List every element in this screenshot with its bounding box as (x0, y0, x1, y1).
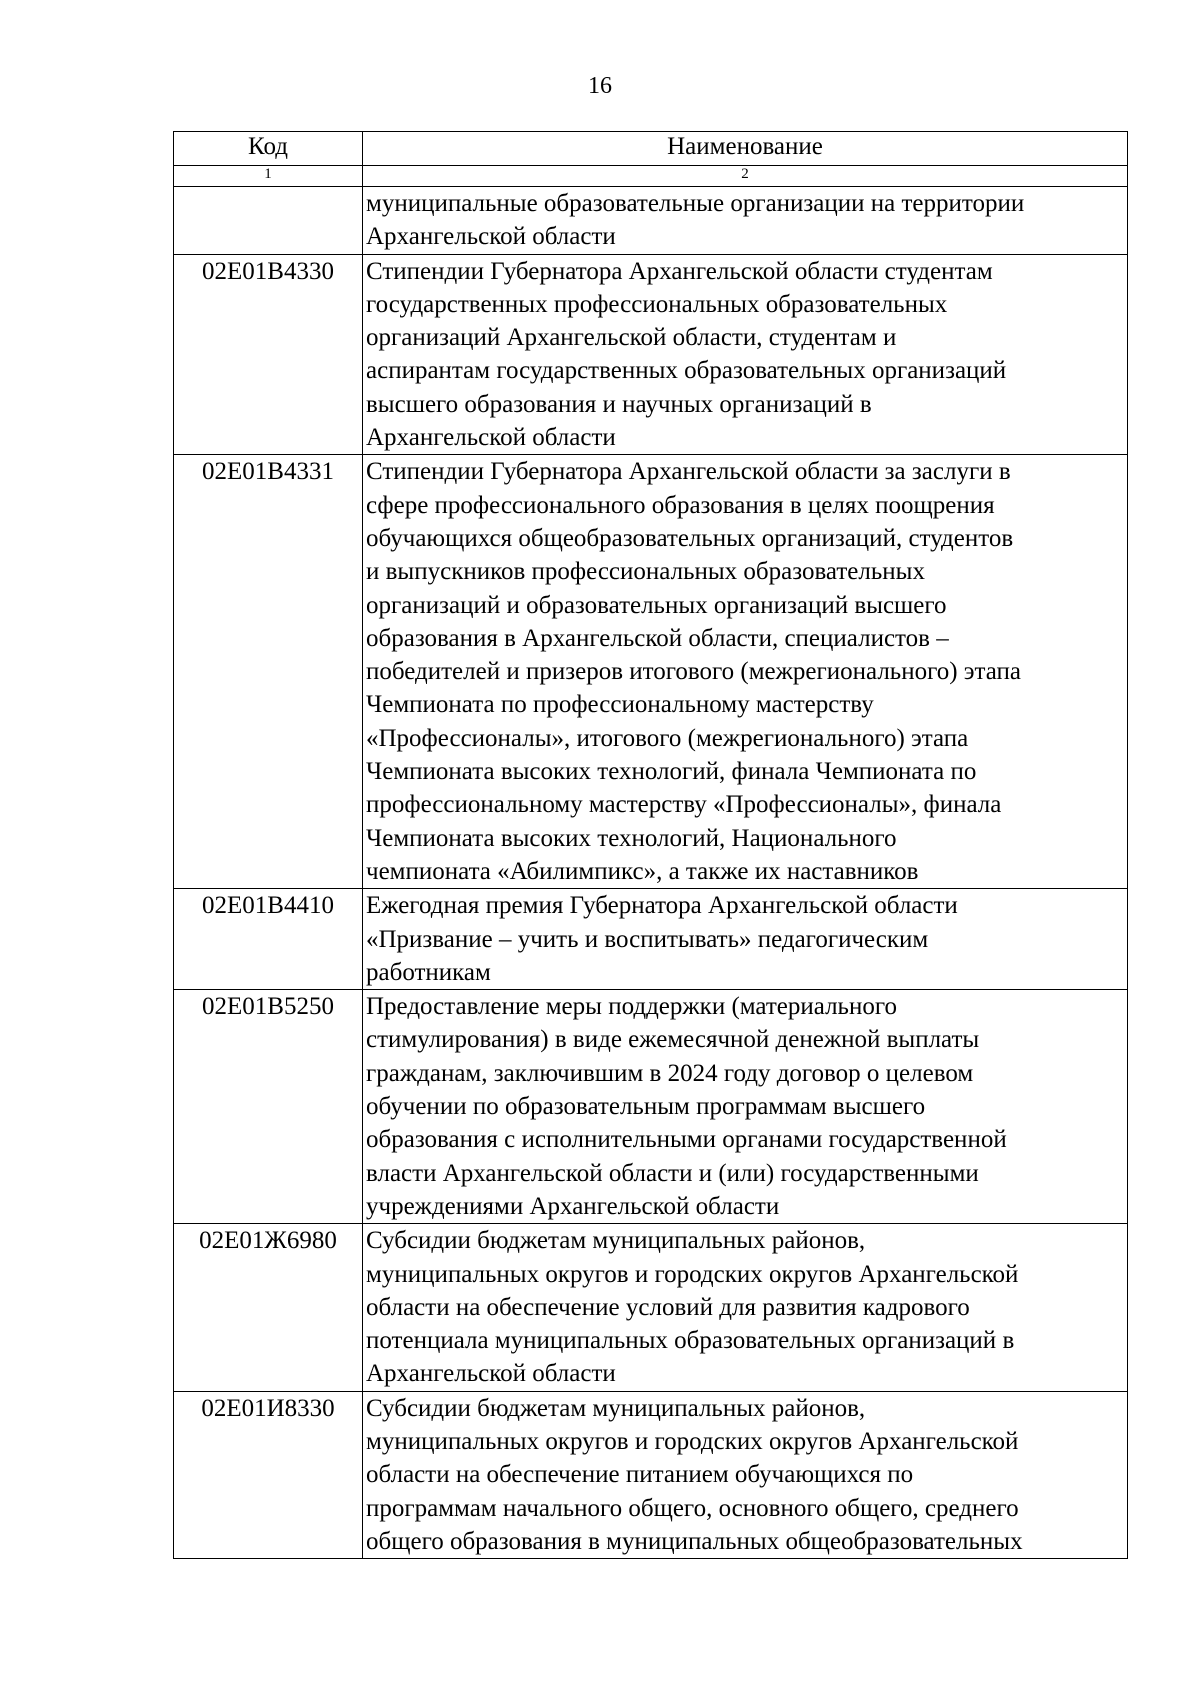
table-row (174, 990, 1128, 1224)
row-code: 02Е01В4330 (174, 254, 363, 455)
column-number-name: 2 (363, 166, 1128, 187)
table-row (174, 1391, 1128, 1558)
row-name-line: общего образования в муниципальных общеобразовательных (366, 1527, 1023, 1555)
budget-classification-table (173, 131, 1128, 1559)
table-header-row (174, 132, 1128, 166)
row-name-line: «Призвание – учить и воспитывать» педагогическим (366, 925, 929, 953)
row-name (363, 1224, 1128, 1391)
header-name: Наименование (363, 132, 1128, 166)
row-name-line: власти Архангельской области и (или) государственными (366, 1159, 979, 1187)
row-name (363, 889, 1128, 990)
row-code: 02Е01В4410 (174, 889, 363, 990)
table-row (174, 1224, 1128, 1391)
row-name-line: Ежегодная премия Губернатора Архангельской области (366, 892, 958, 920)
row-name-line: Чемпионата по профессиональному мастерству (366, 691, 874, 719)
row-name-line: и выпускников профессиональных образовательных (366, 558, 925, 586)
row-name-line: гражданам, заключившим в 2024 году договор о целевом (366, 1059, 974, 1087)
row-name-line: Чемпионата высоких технологий, финала Чемпионата по (366, 758, 977, 786)
row-name-line: образования в Архангельской области, специалистов – (366, 624, 949, 652)
row-code (174, 187, 363, 255)
row-name-line: Чемпионата высоких технологий, Национального (366, 824, 897, 852)
row-name-line: Архангельской области (366, 1360, 616, 1388)
row-name-line: области на обеспечение условий для развития кадрового (366, 1293, 970, 1321)
row-name-line: Стипендии Губернатора Архангельской области за заслуги в (366, 458, 1011, 486)
column-number-row (174, 166, 1128, 187)
table-row (174, 889, 1128, 990)
table-row (174, 455, 1128, 889)
row-name-line: обучающихся общеобразовательных организаций, студентов (366, 524, 1014, 552)
row-name-line: образования с исполнительными органами государственной (366, 1126, 1007, 1154)
row-name-line: Субсидии бюджетам муниципальных районов, (366, 1227, 866, 1255)
row-name-line: области на обеспечение питанием обучающихся по (366, 1461, 914, 1489)
row-name-line: обучении по образовательным программам высшего (366, 1093, 926, 1121)
row-name (363, 254, 1128, 455)
row-name-line: Архангельской области (366, 223, 616, 251)
row-name (363, 187, 1128, 255)
row-name-line: государственных профессиональных образовательных (366, 290, 948, 318)
table-row (174, 254, 1128, 455)
table-row (174, 187, 1128, 255)
row-name-line: профессиональному мастерству «Профессионалы», финала (366, 791, 1002, 819)
row-code: 02Е01В4331 (174, 455, 363, 889)
column-number-code: 1 (174, 166, 363, 187)
row-name-line: организаций и образовательных организаций высшего (366, 591, 947, 619)
row-name-line: чемпионата «Абилимпикс», а также их наставников (366, 857, 919, 885)
row-name-line: работникам (366, 958, 491, 986)
row-name-line: Предоставление меры поддержки (материального (366, 993, 897, 1021)
row-name-line: Стипендии Губернатора Архангельской области студентам (366, 257, 993, 285)
row-name-line: муниципальных округов и городских округов Архангельской (366, 1427, 1019, 1455)
row-name-line: стимулирования) в виде ежемесячной денежной выплаты (366, 1026, 980, 1054)
row-name-line: муниципальных округов и городских округов Архангельской (366, 1260, 1019, 1288)
row-name-line: высшего образования и научных организаций в (366, 390, 872, 418)
row-code: 02Е01Ж6980 (174, 1224, 363, 1391)
row-name-line: Архангельской области (366, 424, 616, 452)
row-name-line: сфере профессионального образования в целях поощрения (366, 491, 995, 519)
row-name-line: учреждениями Архангельской области (366, 1192, 780, 1220)
row-name-line: Субсидии бюджетам муниципальных районов, (366, 1394, 866, 1422)
header-code: Код (174, 132, 363, 166)
row-name (363, 990, 1128, 1224)
row-name-line: «Профессионалы», итогового (межрегионального) этапа (366, 724, 969, 752)
page-number: 16 (588, 73, 612, 99)
row-name (363, 1391, 1128, 1558)
row-name-line: победителей и призеров итогового (межрегионального) этапа (366, 658, 1021, 686)
row-name (363, 455, 1128, 889)
row-name-line: организаций Архангельской области, студентам и (366, 324, 897, 352)
row-code: 02Е01В5250 (174, 990, 363, 1224)
row-name-line: муниципальные образовательные организации на территории (366, 190, 1025, 217)
row-code: 02Е01И8330 (174, 1391, 363, 1558)
row-name-line: аспирантам государственных образовательных организаций (366, 357, 1007, 385)
row-name-line: потенциала муниципальных образовательных организаций в (366, 1327, 1015, 1355)
row-name-line: программам начального общего, основного общего, среднего (366, 1494, 1019, 1522)
